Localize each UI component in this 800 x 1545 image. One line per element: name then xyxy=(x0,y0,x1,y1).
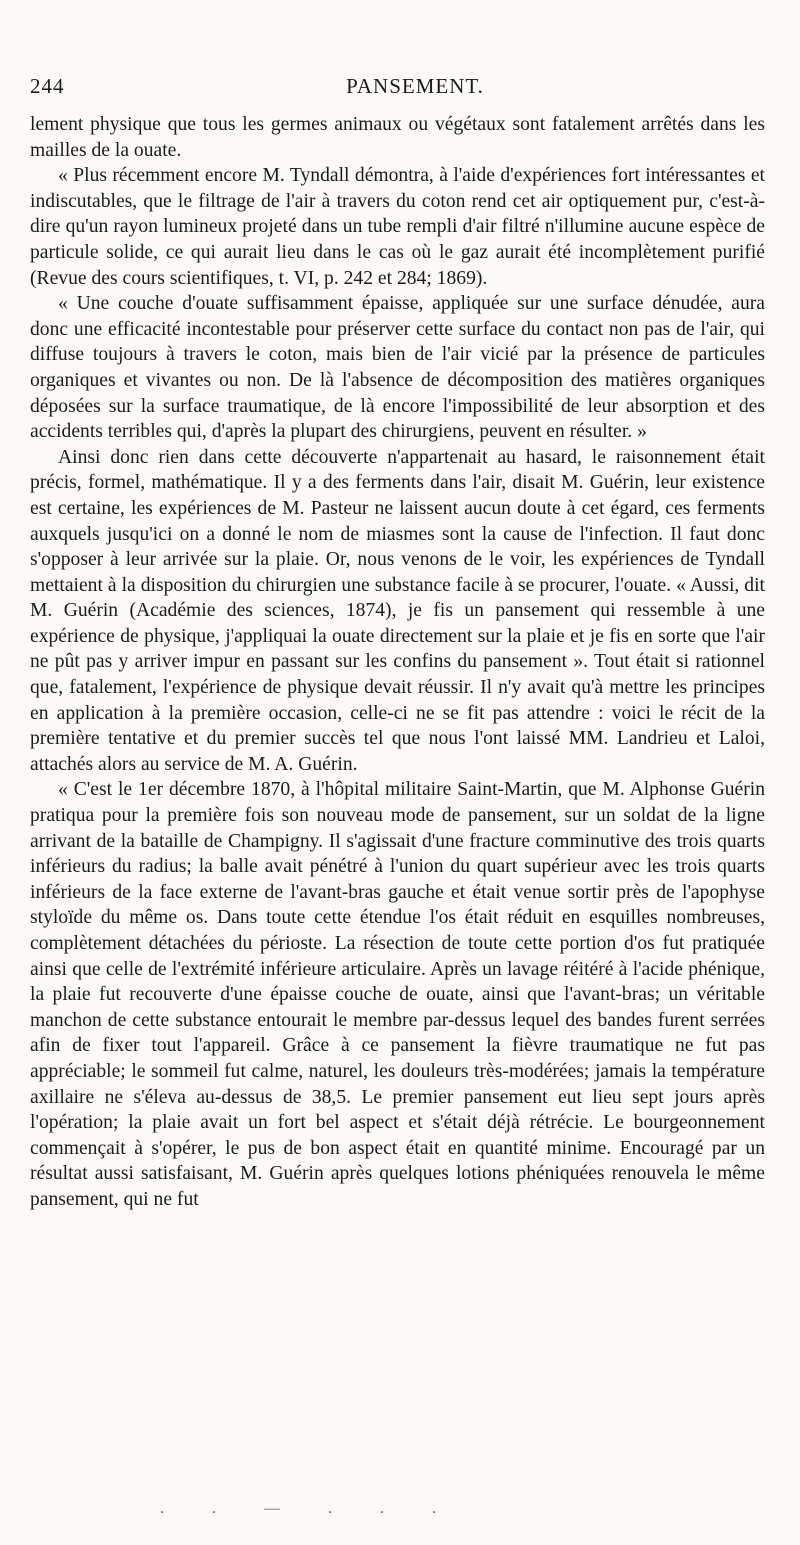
paragraph: « Une couche d'ouate suffisamment épaisse, appliquée sur une surface dénudée, aura donc une efficacité incontestable pour préserver cette surface du contact non pas de l'air, qui diffuse toujours à travers le coton, mais bien de l'air vicié par la présence de particules organiques et vivantes ou non. De là l'absence de décomposition des matières organiques déposées sur la surface traumatique, de là encore l'impossibilité de leur absorption et des accidents terribles qui, d'après la plupart des chirurgiens, peuvent en résulter. » xyxy=(30,293,765,443)
paragraph: lement physique que tous les germes animaux ou végétaux sont fatalement arrêtés dans les mailles de la ouate. xyxy=(30,114,765,161)
paragraph: « Plus récemment encore M. Tyndall démontra, à l'aide d'expériences fort intéressantes et indiscutables, que le filtrage de l'air à travers du coton rend cet air optiquement pur, c'est-à-dire qu'un rayon lumineux projeté dans un tube rempli d'air filtré n'illumine aucune espèce de particule solide, ce qui aurait lieu dans le cas où le gaz aurait été incomplètement purifié (Revue des cours scientifiques, t. VI, p. 242 et 284; 1869). xyxy=(30,165,765,289)
running-title: PANSEMENT. xyxy=(346,74,484,98)
footer-marks: . . — . . . xyxy=(160,1500,458,1517)
page-number: 244 xyxy=(30,74,65,98)
paragraph: Ainsi donc rien dans cette découverte n'appartenait au hasard, le raisonnement était précis, formel, mathématique. Il y a des ferments dans l'air, disait M. Guérin, leur existence est certaine, les expériences de M. Pasteur ne laissent aucun doute à cet égard, ces ferments auxquels jusqu'ici on a donné le nom de miasmes sont la cause de l'infection. Il faut donc s'opposer à leur arrivée sur la plaie. Or, nous venons de le voir, les expériences de Tyndall mettaient à la disposition du chirurgien une substance facile à se procurer, l'ouate. « Aussi, dit M. Guérin (Académie des sciences, 1874), je fis un pansement qui ressemble à une expérience de physique, j'appliquai la ouate directement sur la plaie et je fis en sorte que l'air ne pût pas y arriver impur en passant sur les confins du pansement ». Tout était si rationnel que, fatalement, l'expérience de physique devait réussir. Il n'y avait qu'à mettre les principes en application à la première occasion, celle-ci ne se fit pas attendre : voici le récit de la première tentative et du premier succès tel que nous l'ont laissé MM. Landrieu et Laloi, attachés alors au service de M. A. Guérin. xyxy=(30,446,765,775)
paragraph: « C'est le 1er décembre 1870, à l'hôpital militaire Saint-Martin, que M. Alphonse Guérin pratiqua pour la première fois son nouveau mode de pansement, sur un soldat de la ligne arrivant de la bataille de Champigny. Il s'agissait d'une fracture comminutive des trois quarts inférieurs du radius; la balle avait pénétré à l'union du quart supérieur avec les trois quarts inférieurs de la face externe de l'avant-bras gauche et était venue sortir près de l'apophyse styloïde du même os. Dans toute cette étendue l'os était réduit en esquilles nombreuses, complètement détachées du périoste. La résection de toute cette portion d'os fut pratiquée ainsi que celle de l'extrémité inférieure articulaire. Après un lavage réitéré à l'acide phénique, la plaie fut recouverte d'une épaisse couche de ouate, ainsi que l'avant-bras; un véritable manchon de cette substance entourait le membre par-dessus lequel des bandes furent serrées afin de fixer tout l'appareil. Grâce à ce pansement la fièvre traumatique ne fut pas appréciable; le sommeil fut calme, naturel, les douleurs très-modérées; jamais la température axillaire ne s'éleva au-dessus de 38,5. Le premier pansement eut lieu sept jours après l'opération; la plaie avait un fort bel aspect et s'était déjà rétrécie. Le bourgeonnement commençait à s'opérer, le pus de bon aspect était en quantité minime. Encouragé par un résultat aussi satisfaisant, M. Guérin après quelques lotions phéniquées renouvela le même pansement, qui ne fut xyxy=(30,779,765,1210)
body-text xyxy=(30,112,765,1213)
running-header xyxy=(30,74,760,104)
